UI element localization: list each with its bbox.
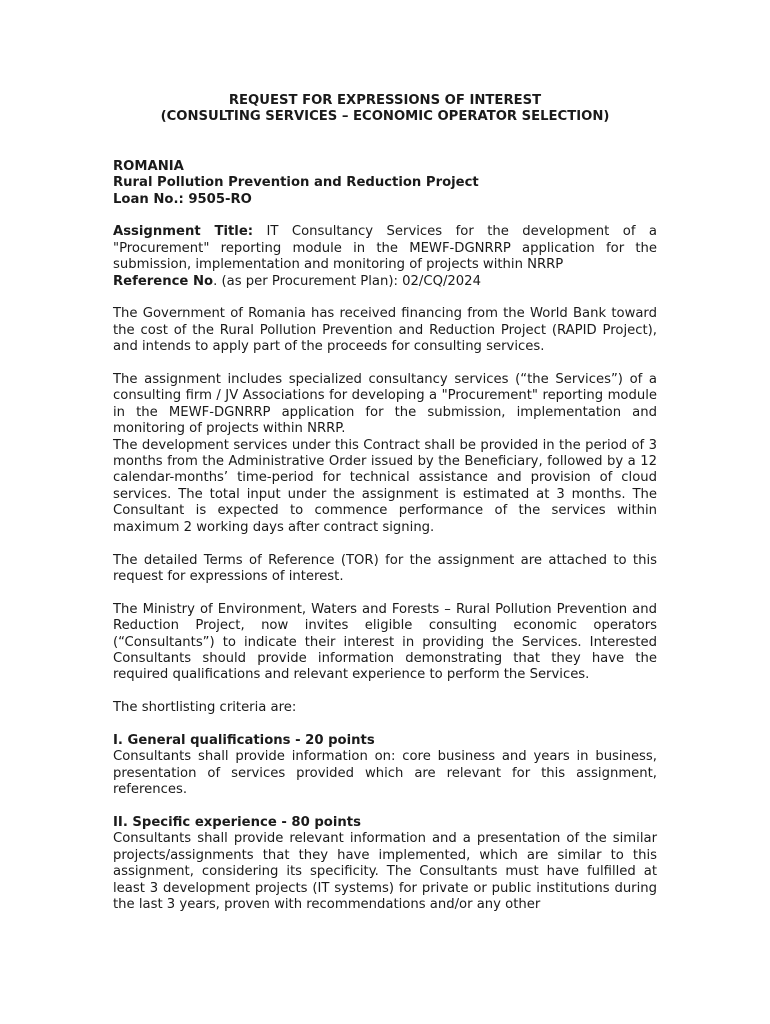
section-general-qualifications-heading: I. General qualifications - 20 points xyxy=(113,732,375,748)
title-line-1: REQUEST FOR EXPRESSIONS OF INTEREST xyxy=(228,93,542,108)
spacer xyxy=(113,799,657,815)
section-general-qualifications-text: Consultants shall provide information on: core business and years in business, presentation of services provided which are relevant for this assignment, references. xyxy=(113,749,657,798)
document-title xyxy=(113,93,657,126)
section-specific-experience-text: Consultants shall provide relevant information and a presentation of the similar projects/assignments that they have implemented, which are similar to this assignment, considering its specificity. The Consultants must have fulfilled at least 3 development projects (IT systems) for private or public institutions during the last 3 years, proven with recommendations and/or any other xyxy=(113,831,657,912)
spacer xyxy=(113,208,657,224)
assignment-paragraph: The assignment includes specialized consultancy services (“the Services”) of a consulting firm / JV Associations for developing a "Procurement" reporting module in the MEWF-DGNRRP application for the submission, implementation and monitoring of projects within NRRP. xyxy=(113,372,657,437)
assignment-title-paragraph xyxy=(113,224,657,273)
country-name: ROMANIA xyxy=(113,158,184,174)
document-page xyxy=(113,93,657,913)
spacer xyxy=(113,356,657,372)
assignment-title-text: IT Consultancy Services for the development of a "Procurement" reporting module in the MEWF-DGNRRP application for the submission, implementation and monitoring of projects within NRRP xyxy=(113,224,658,273)
assignment-title-label: Assignment Title: xyxy=(113,224,254,240)
title-line-2: (CONSULTING SERVICES – ECONOMIC OPERATOR SELECTION) xyxy=(160,109,610,125)
spacer xyxy=(113,290,657,306)
government-paragraph: The Government of Romania has received financing from the World Bank toward the cost of the Rural Pollution Prevention and Reduction Project (RAPID Project), and intends to apply part of the proceeds for consulting services. xyxy=(113,306,657,355)
project-header xyxy=(113,159,657,208)
spacer xyxy=(113,536,657,552)
development-paragraph: The development services under this Contract shall be provided in the period of 3 months from the Administrative Order issued by the Beneficiary, followed by a 12 calendar-months’ time-period for technical assistance and provision of cloud services. The total input under the assignment is estimated at 3 months. The Consultant is expected to commence performance of the services within maximum 2 working days after contract signing. xyxy=(113,437,657,535)
spacer xyxy=(113,717,657,733)
shortlisting-paragraph: The shortlisting criteria are: xyxy=(113,700,297,716)
spacer xyxy=(113,684,657,700)
reference-paragraph xyxy=(113,274,657,290)
reference-text: . (as per Procurement Plan): 02/CQ/2024 xyxy=(213,273,481,289)
tor-paragraph: The detailed Terms of Reference (TOR) for the assignment are attached to this request for expressions of interest. xyxy=(113,552,657,584)
spacer xyxy=(113,585,657,601)
ministry-paragraph: The Ministry of Environment, Waters and Forests – Rural Pollution Prevention and Reduction Project, now invites eligible consulting economic operators (“Consultants”) to indicate their interest in providing the Services. Interested Consultants should provide information demonstrating that they have the required qualifications and relevant experience to perform the Services. xyxy=(113,601,657,683)
section-specific-experience-heading: II. Specific experience - 80 points xyxy=(113,814,361,830)
reference-label: Reference No xyxy=(113,273,214,289)
loan-number: Loan No.: 9505-RO xyxy=(113,191,252,207)
project-name: Rural Pollution Prevention and Reduction Project xyxy=(113,175,479,191)
